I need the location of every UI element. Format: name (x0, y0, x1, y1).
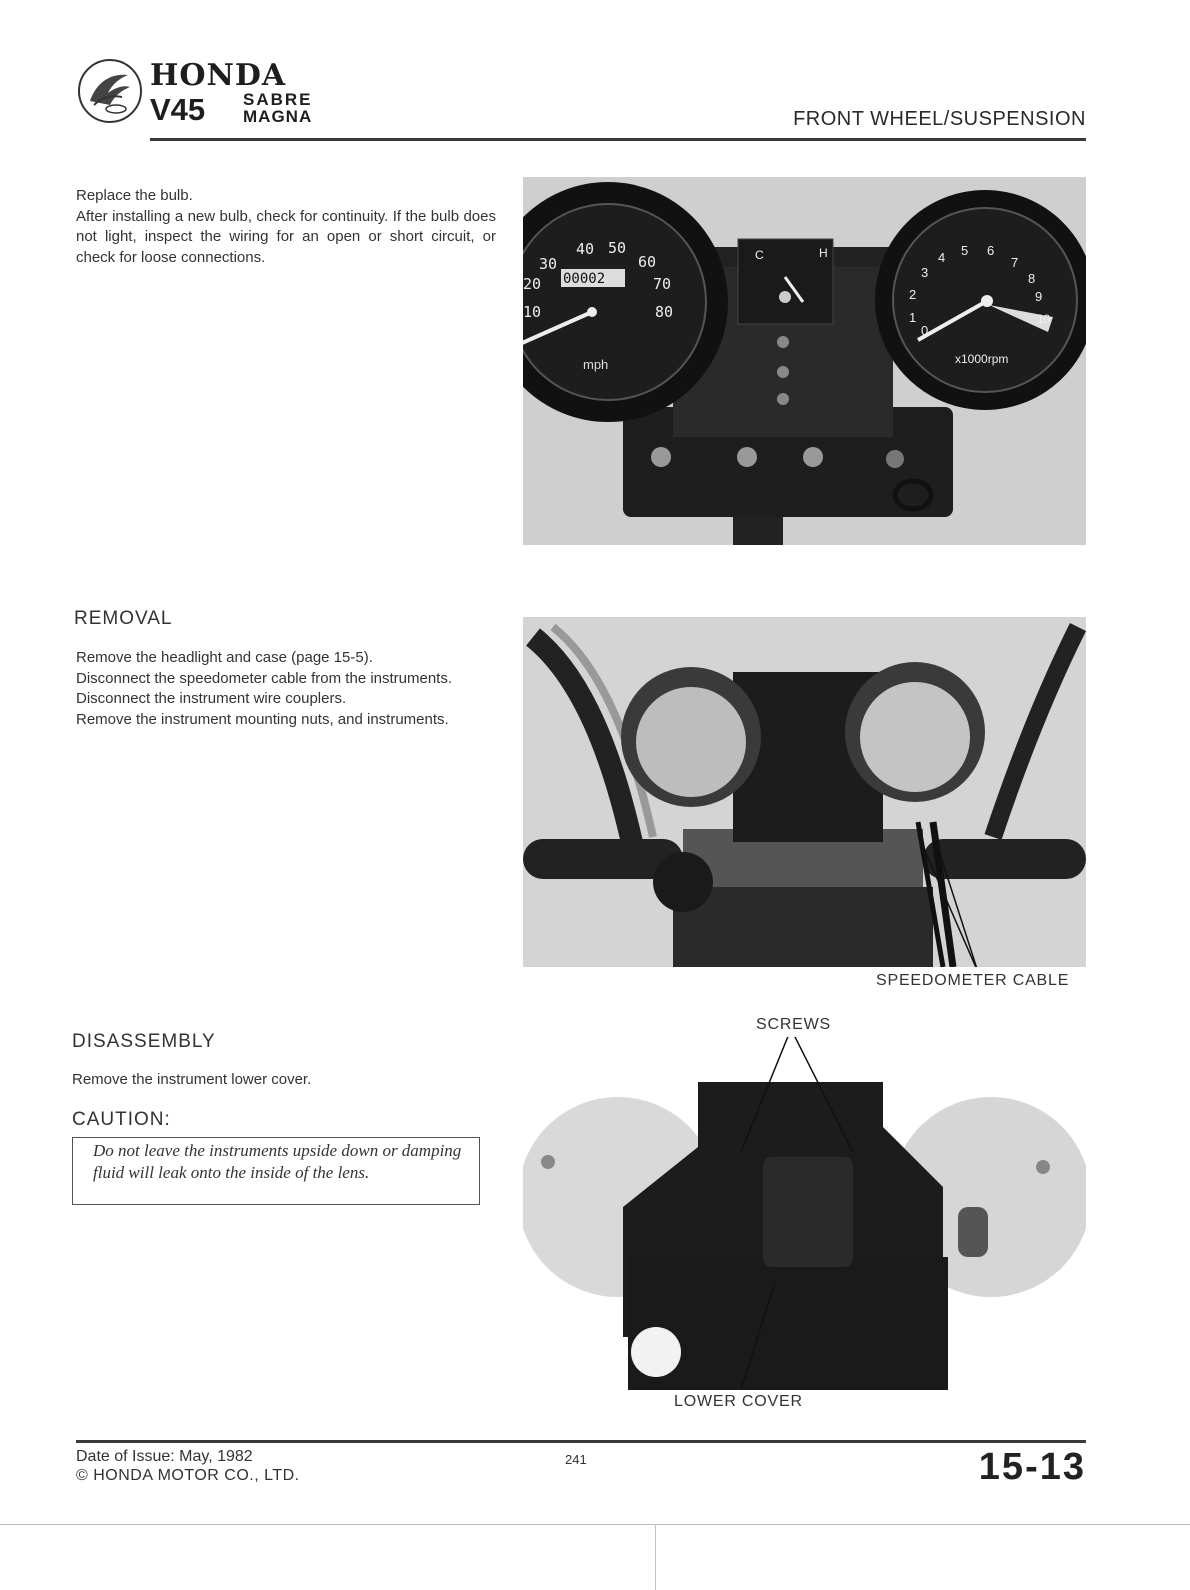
page-number: 241 (565, 1452, 587, 1467)
tacho-digit: 10 (1037, 312, 1051, 326)
speedo-digit: 20 (523, 275, 542, 293)
model-name: V45 (150, 92, 206, 127)
header-rule (150, 138, 1086, 141)
speedo-digit: 10 (523, 303, 542, 321)
removal-line: Remove the headlight and case (page 15-5). (76, 649, 373, 666)
tacho-digit: 0 (921, 323, 929, 338)
tacho-digit: 9 (1035, 289, 1043, 304)
intro-text (76, 186, 496, 268)
scan-edge-vertical (655, 1524, 656, 1590)
caution-text: Do not leave the instruments upside down or damping fluid will leak onto the inside of the lens. (93, 1141, 462, 1182)
screws-callout: SCREWS (756, 1016, 832, 1033)
speedo-digit: 50 (608, 239, 627, 257)
intro-line: Replace the bulb. (76, 187, 193, 204)
removal-line: Disconnect the speedometer cable from the instruments. (76, 669, 453, 687)
tacho-unit: x1000rpm (955, 352, 1009, 366)
tacho-digit: 2 (909, 287, 917, 302)
model-sub-magna: MAGNA (243, 107, 313, 126)
scan-edge (0, 1524, 1190, 1525)
tacho-digit: 7 (1011, 255, 1019, 270)
speedo-digit: 40 (576, 240, 595, 258)
speedo-digit: 70 (653, 275, 672, 293)
brand-name: HONDA (150, 58, 287, 93)
tacho-digit: 6 (987, 243, 995, 258)
issue-date: Date of Issue: May, 1982 (76, 1448, 253, 1465)
copyright: © HONDA MOTOR CO., LTD. (76, 1467, 300, 1484)
removal-line: Disconnect the instrument wire couplers. (76, 690, 347, 707)
speedo-digit: 80 (655, 303, 674, 321)
lower-cover-photo (523, 1037, 1086, 1390)
section-title: FRONT WHEEL/SUSPENSION (793, 108, 1086, 130)
odometer-reading: 00002 (563, 271, 606, 287)
removal-photo (523, 617, 1086, 967)
caution-heading: CAUTION: (72, 1109, 171, 1130)
speedo-digit: 30 (539, 255, 558, 273)
removal-text (76, 648, 496, 730)
removal-heading: REMOVAL (74, 608, 173, 629)
tacho-digit: 1 (909, 310, 917, 325)
disassembly-heading: DISASSEMBLY (72, 1031, 216, 1052)
footer-rule (76, 1440, 1086, 1443)
instrument-cluster-photo (523, 177, 1086, 545)
speedometer-cable-callout: SPEEDOMETER CABLE (876, 972, 1070, 989)
temp-cold-label: C (755, 248, 764, 262)
tacho-digit: 5 (961, 243, 969, 258)
honda-wing-logo (76, 57, 144, 125)
removal-line: Remove the instrument mounting nuts, and instruments. (76, 710, 449, 728)
section-page-number: 15-13 (978, 1446, 1086, 1488)
speedo-unit: mph (583, 357, 609, 372)
tacho-digit: 4 (938, 250, 946, 265)
model-sub-sabre: SABRE (243, 90, 313, 109)
speedo-digit: 60 (638, 253, 657, 271)
temp-hot-label: H (819, 246, 828, 260)
tacho-digit: 8 (1028, 271, 1036, 286)
lower-cover-callout: LOWER COVER (674, 1393, 803, 1410)
disassembly-text: Remove the instrument lower cover. (72, 1071, 312, 1088)
caution-box (72, 1137, 480, 1205)
tacho-digit: 3 (921, 265, 929, 280)
intro-line: After installing a new bulb, check for continuity. If the bulb does not light, inspect the wiring for an open or short circuit, or check for loose connections. (76, 207, 496, 266)
